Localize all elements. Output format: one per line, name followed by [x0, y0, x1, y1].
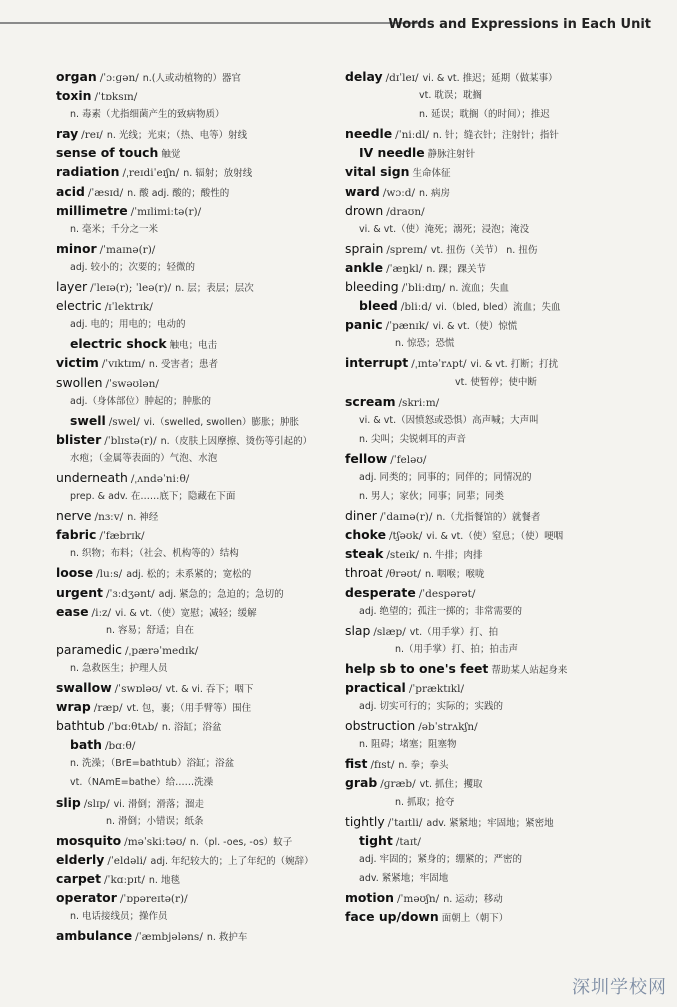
headword: obstruction: [345, 718, 416, 734]
entry-row: [56, 296, 346, 315]
entry-row: [56, 602, 346, 621]
phonetic: /ˈməʊʃn/: [396, 893, 440, 906]
entry-row: [345, 124, 645, 143]
definition-row: [345, 373, 645, 392]
phonetic: /ˈfæbrɪk/: [99, 530, 145, 543]
phonetic: /ˈblɪstə(r)/: [104, 434, 157, 447]
definition-row: [56, 907, 346, 926]
entry-row: [345, 201, 645, 220]
headword: bleed: [359, 298, 398, 314]
definition-row: [345, 468, 645, 487]
headword: panic: [345, 317, 383, 333]
phonetic: /ɪˈlektrɪk/: [104, 301, 153, 314]
gloss: adv. 紧紧地；牢固地: [359, 872, 449, 884]
headword: underneath: [56, 469, 128, 485]
entry-row: [56, 124, 346, 143]
phonetic: /ˈdaɪnə(r)/: [379, 511, 433, 524]
gloss: n. 抓取；抢夺: [395, 796, 455, 808]
phonetic: /məˈskiːtəʊ/: [124, 835, 186, 848]
entry-row: [345, 67, 645, 86]
gloss: n. 层；表层；层次: [175, 283, 254, 295]
gloss: n. 织物；布料；（社会、机构等的）结构: [70, 548, 239, 560]
gloss: 面朝上（朝下）: [441, 913, 509, 925]
headword: ray: [56, 126, 79, 142]
gloss: n. 延误；耽搁（的时间）；推迟: [419, 109, 550, 121]
phonetic: /taɪt/: [395, 835, 421, 848]
entry-row: [56, 353, 346, 372]
watermark-text: 深圳学校网: [572, 977, 667, 998]
phonetic: /ræp/: [93, 702, 123, 715]
left-column: [56, 67, 346, 945]
gloss: vi. & vt.（因愤怒或恐惧）高声喊；大声叫: [359, 414, 539, 426]
gloss: n. 浴缸；浴盆: [161, 722, 222, 734]
gloss: vi. & vt.（使）淹死；溺死；浸泡；淹没: [359, 223, 530, 235]
definition-row: [56, 487, 346, 506]
definition-row: [56, 392, 346, 411]
definition-row: [56, 258, 346, 277]
entry-row: [56, 678, 346, 697]
definition-row: [345, 602, 645, 621]
gloss: n. 毒素（尤指细菌产生的致病物质）: [70, 109, 225, 121]
entry-row: [345, 239, 645, 258]
phonetic: /ˈtɒksɪn/: [94, 91, 138, 104]
definition-row: [56, 754, 346, 773]
headword: paramedic: [56, 641, 122, 657]
entry-row: [345, 162, 645, 181]
gloss: n.（皮肤上因摩擦、烫伤等引起的）: [160, 435, 313, 447]
gloss: vi. & vt. 打断；打扰: [470, 359, 559, 371]
entry-row: [345, 678, 645, 697]
entry-row: [56, 697, 346, 716]
headword: interrupt: [345, 355, 409, 371]
phonetic: /ˌreɪdiˈeɪʃn/: [122, 167, 180, 180]
phonetic: /wɔːd/: [382, 186, 415, 199]
gloss: n. 针；缝衣针；注射针；指针: [432, 130, 559, 142]
headword: blister: [56, 431, 102, 447]
phonetic: /dɪˈleɪ/: [385, 72, 419, 84]
gloss: n. 辐射；放射线: [183, 168, 253, 180]
gloss: 触觉: [161, 149, 181, 161]
gloss: n. 流血；失血: [449, 283, 509, 295]
phonetic: /iːz/: [91, 606, 112, 619]
entry-row: [56, 793, 346, 812]
headword: help sb to one's feet: [345, 660, 489, 676]
headword: millimetre: [56, 202, 128, 218]
phonetic: /ˌʌndəˈniːθ/: [130, 472, 190, 485]
gloss: adj. 同类的；同事的；同伴的；同情况的: [359, 471, 532, 483]
phonetic: /ˌpærəˈmedɪk/: [124, 644, 199, 657]
gloss: n. 尖叫；尖锐刺耳的声音: [359, 433, 467, 445]
entry-row: [345, 544, 645, 563]
gloss: vi.（bled, bled）流血；失血: [435, 302, 561, 314]
headword: fabric: [56, 527, 97, 543]
headword: loose: [56, 565, 94, 581]
entry-row: [56, 716, 346, 735]
entry-row: [56, 277, 346, 296]
gloss: 静脉注射针: [427, 149, 476, 161]
gloss: n. 容易；舒适；自在: [106, 624, 195, 636]
gloss: n. 咽喉；喉咙: [424, 569, 485, 581]
entry-row: [56, 239, 346, 258]
headword: tight: [359, 832, 393, 848]
phonetic: /ˈswɒləʊ/: [114, 683, 162, 695]
phonetic: /ˈvɪktɪm/: [101, 358, 145, 371]
gloss: vi. & vt.（使）窒息；（使）哽咽: [426, 531, 564, 543]
headword: fist: [345, 756, 368, 772]
definition-row: [345, 430, 645, 449]
headword: delay: [345, 69, 383, 84]
headword: electric shock: [70, 336, 167, 352]
entry-row: [56, 563, 346, 582]
headword: steak: [345, 546, 384, 562]
gloss: adj. 紧急的；急迫的；急切的: [158, 588, 284, 600]
definition-row: [345, 793, 645, 812]
phonetic: /ˈɜːdʒənt/: [105, 587, 155, 600]
phonetic: /ˈɔːɡən/: [99, 72, 139, 84]
headword: grab: [345, 775, 378, 791]
entry-row: [345, 888, 645, 907]
definition-row: [56, 220, 346, 239]
headword: bath: [70, 737, 102, 753]
gloss: vt. & vi. 吞下；咽下: [165, 684, 254, 695]
entry-row: [56, 735, 346, 754]
headword: nerve: [56, 508, 92, 524]
gloss: vi. & vt.（使）惊慌: [432, 321, 518, 333]
gloss: n.（尤指餐馆的）就餐者: [436, 512, 541, 524]
definition-row: [345, 850, 645, 869]
entry-row: [345, 525, 645, 544]
phonetic: /ˈpræktɪkl/: [408, 683, 465, 695]
phonetic: /ˈæŋkl/: [386, 262, 423, 275]
entry-row: [345, 143, 645, 162]
phonetic: /ˈmaɪnə(r)/: [99, 243, 156, 256]
entry-row: [56, 926, 346, 945]
gloss: vt. 扭伤（关节） n. 扭伤: [430, 244, 538, 256]
headword: organ: [56, 69, 97, 84]
gloss: n. 光线；光束；（热、电等）射线: [106, 130, 248, 142]
entry-row: [345, 831, 645, 850]
headword: practical: [345, 680, 406, 695]
entry-row: [56, 583, 346, 602]
phonetic: /ˌɪntəˈrʌpt/: [411, 358, 467, 371]
headword: victim: [56, 355, 99, 371]
headword: elderly: [56, 851, 105, 867]
phonetic: /fɪst/: [370, 759, 395, 772]
headword: bathtub: [56, 718, 105, 734]
entry-row: [345, 296, 645, 315]
entry-row: [345, 773, 645, 792]
definition-row: [345, 487, 645, 506]
gloss: n. 酸 adj. 酸的；酸性的: [127, 187, 230, 199]
headword: acid: [56, 183, 85, 199]
headword: slap: [345, 622, 371, 638]
entry-row: [345, 907, 645, 926]
entry-row: [345, 506, 645, 525]
gloss: 水疱；（金属等表面的）气泡、水泡: [70, 452, 218, 464]
gloss: adj. 较小的；次要的；轻微的: [70, 261, 196, 273]
entry-row: [345, 812, 645, 831]
definition-row: [345, 105, 645, 124]
entry-row: [56, 640, 346, 659]
headword: scream: [345, 393, 396, 409]
definition-row: [345, 869, 645, 888]
entry-row: [345, 182, 645, 201]
headword: carpet: [56, 870, 102, 886]
headword: throat: [345, 565, 383, 581]
headword: choke: [345, 527, 386, 543]
gloss: n.(人或动植物的）器官: [142, 73, 242, 84]
gloss: vt. 包，裹；（用手臂等）围住: [126, 703, 252, 715]
gloss: n.（pl. -oes, -os）蚊子: [189, 836, 293, 848]
phonetic: /steɪk/: [386, 549, 419, 562]
gloss: adj. 切实可行的；实际的；实践的: [359, 701, 504, 713]
phonetic: /ˈkɑːpɪt/: [104, 873, 145, 886]
phonetic: /ˈbɑːθtʌb/: [107, 721, 158, 734]
page-title: Words and Expressions in Each Unit: [388, 17, 651, 32]
entry-row: [56, 850, 346, 869]
gloss: n.（用手掌）打、拍；拍击声: [395, 643, 519, 655]
phonetic: /ˈtaɪtli/: [387, 816, 423, 829]
gloss: vt.（NAmE=bathe）给……洗澡: [70, 777, 214, 789]
headword: ease: [56, 603, 89, 619]
gloss: adj. 绝望的；孤注一掷的；非常需要的: [359, 605, 523, 617]
headword: tightly: [345, 813, 385, 829]
entry-row: [56, 334, 346, 353]
phonetic: /ˈdespərət/: [418, 587, 476, 600]
headword: minor: [56, 240, 97, 256]
headword: drown: [345, 202, 384, 218]
headword: swollen: [56, 374, 103, 390]
phonetic: /ˈpænɪk/: [385, 320, 429, 333]
gloss: n. 拳；拳头: [398, 760, 449, 772]
definition-row: [56, 812, 346, 831]
phonetic: /slɪp/: [83, 797, 110, 810]
entry-row: [345, 392, 645, 411]
headword: diner: [345, 508, 377, 524]
entry-row: [56, 468, 346, 487]
definition-row: [345, 640, 645, 659]
gloss: adj. 电的；用电的；电动的: [70, 319, 186, 331]
phonetic: /tʃəʊk/: [389, 530, 423, 543]
headword: bleeding: [345, 279, 399, 295]
gloss: 生命体征: [412, 168, 451, 180]
gloss: adj.（身体部位）肿起的；肿胀的: [70, 395, 212, 407]
definition-row: [56, 315, 346, 334]
headword: fellow: [345, 450, 388, 466]
gloss: vi. & vt.（使）宽慰；减轻；缓解: [115, 607, 257, 619]
entry-row: [345, 277, 645, 296]
entry-row: [56, 143, 346, 162]
entry-row: [345, 659, 645, 678]
headword: ankle: [345, 259, 384, 275]
headword: ward: [345, 183, 380, 199]
headword: motion: [345, 890, 394, 906]
phonetic: /əbˈstrʌkʃn/: [418, 721, 478, 734]
entry-row: [345, 315, 645, 334]
headword: swallow: [56, 680, 112, 695]
right-column: [345, 67, 645, 926]
entry-row: [345, 449, 645, 468]
definition-row: [345, 86, 645, 105]
entry-row: [56, 506, 346, 525]
phonetic: /ˈeldəli/: [107, 854, 147, 867]
definition-row: [56, 773, 346, 792]
gloss: prep. & adv. 在……底下；隐藏在下面: [70, 491, 236, 503]
entry-row: [345, 754, 645, 773]
gloss: vi. & vt. 推迟；延期（做某事）: [422, 73, 558, 84]
gloss: n. 地毯: [148, 874, 180, 886]
entry-row: [56, 525, 346, 544]
entry-row: [56, 373, 346, 392]
entry-row: [345, 621, 645, 640]
entry-row: [345, 583, 645, 602]
definition-row: [345, 220, 645, 239]
gloss: n. 救护车: [206, 932, 248, 944]
gloss: n. 牛排；肉排: [422, 550, 483, 562]
headword: ambulance: [56, 928, 133, 944]
gloss: 触电；电击: [169, 340, 218, 352]
entry-row: [345, 353, 645, 372]
entry-row: [56, 831, 346, 850]
entry-row: [56, 411, 346, 430]
gloss: n. 男人；家伙；同事；同辈；同类: [359, 491, 505, 503]
definition-row: [345, 697, 645, 716]
gloss: n. 神经: [127, 512, 159, 524]
gloss: n. 滑倒；小错误；纸条: [106, 815, 204, 827]
gloss: vi. 滑倒；滑落；溜走: [113, 798, 204, 810]
gloss: n. 毫米；千分之一米: [70, 223, 159, 235]
entry-row: [345, 563, 645, 582]
gloss: 帮助某人站起身来: [491, 664, 568, 676]
entry-row: [56, 869, 346, 888]
gloss: n. 洗澡；（BrE=bathtub）浴缸；浴盆: [70, 758, 235, 770]
definition-row: [56, 449, 346, 468]
entry-row: [56, 162, 346, 181]
entry-row: [56, 86, 346, 105]
phonetic: /ˈæsɪd/: [87, 186, 124, 199]
entry-row: [56, 201, 346, 220]
gloss: adv. 紧紧地；牢固地；紧密地: [426, 817, 554, 829]
phonetic: /reɪ/: [81, 129, 103, 142]
headword: IV needle: [359, 145, 425, 161]
gloss: n. 电话接线员；操作员: [70, 911, 168, 923]
gloss: vt. 使暂停；使中断: [455, 376, 537, 388]
gloss: adj. 年纪较大的；上了年纪的（婉辞）: [150, 855, 314, 867]
entry-row: [56, 888, 346, 907]
headword: urgent: [56, 584, 103, 600]
headword: electric: [56, 298, 102, 314]
gloss: n. 急救医生；护理人员: [70, 662, 168, 674]
header-rule: [0, 22, 420, 24]
gloss: n. 受害者；患者: [148, 359, 218, 371]
headword: radiation: [56, 164, 120, 180]
gloss: n. 惊恐；恐慌: [395, 338, 455, 350]
phonetic: /θrəʊt/: [385, 568, 421, 581]
gloss: n. 阻碍；堵塞；阻塞物: [359, 739, 457, 751]
definition-row: [345, 334, 645, 353]
phonetic: /swel/: [108, 415, 140, 428]
entry-row: [345, 258, 645, 277]
phonetic: /ɡræb/: [380, 778, 416, 791]
phonetic: /ˈleɪə(r); ˈleə(r)/: [90, 282, 172, 295]
entry-row: [56, 430, 346, 449]
headword: slip: [56, 794, 81, 810]
headword: swell: [70, 412, 106, 428]
gloss: adj. 松的；未系紧的；宽松的: [126, 569, 252, 581]
definition-row: [56, 659, 346, 678]
definition-row: [56, 621, 346, 640]
phonetic: /ˈbliːdɪŋ/: [401, 282, 446, 295]
gloss: vi.（swelled, swollen）膨胀；肿胀: [143, 416, 299, 428]
phonetic: /ˈniːdl/: [395, 129, 429, 142]
gloss: vt.（用手掌）打、拍: [409, 626, 499, 638]
headword: vital sign: [345, 164, 410, 180]
gloss: vt. 耽误；耽搁: [419, 90, 482, 102]
phonetic: /ˈmɪlimiːtə(r)/: [130, 205, 202, 218]
headword: wrap: [56, 699, 91, 715]
headword: sense of touch: [56, 145, 159, 161]
definition-row: [56, 544, 346, 563]
phonetic: /skriːm/: [398, 396, 440, 409]
phonetic: /bliːd/: [400, 301, 432, 314]
headword: desperate: [345, 584, 416, 600]
phonetic: /draʊn/: [386, 205, 425, 218]
gloss: n. 病房: [419, 187, 451, 199]
definition-row: [56, 105, 346, 124]
gloss: adj. 牢固的；紧身的；绷紧的；严密的: [359, 853, 523, 865]
headword: layer: [56, 279, 88, 295]
headword: toxin: [56, 88, 92, 104]
gloss: vt. 抓住；攫取: [419, 779, 483, 791]
headword: mosquito: [56, 832, 122, 848]
entry-row: [56, 182, 346, 201]
phonetic: /slæp/: [373, 625, 406, 638]
definition-row: [345, 411, 645, 430]
headword: operator: [56, 890, 117, 906]
phonetic: /ˈɒpəreɪtə(r)/: [119, 893, 188, 906]
gloss: n. 运动；移动: [443, 894, 503, 906]
phonetic: /ˈæmbjələns/: [135, 931, 203, 944]
phonetic: /luːs/: [96, 568, 123, 581]
gloss: n. 踝；踝关节: [426, 263, 486, 275]
phonetic: /ˈfeləʊ/: [390, 453, 427, 466]
phonetic: /ˈswəʊlən/: [105, 377, 159, 390]
phonetic: /bɑːθ/: [104, 740, 136, 753]
entry-row: [56, 67, 346, 86]
headword: sprain: [345, 240, 384, 256]
phonetic: /nɜːv/: [94, 511, 124, 524]
headword: needle: [345, 126, 393, 142]
definition-row: [345, 735, 645, 754]
headword: face up/down: [345, 909, 439, 925]
phonetic: /spreɪn/: [386, 243, 427, 256]
entry-row: [345, 716, 645, 735]
